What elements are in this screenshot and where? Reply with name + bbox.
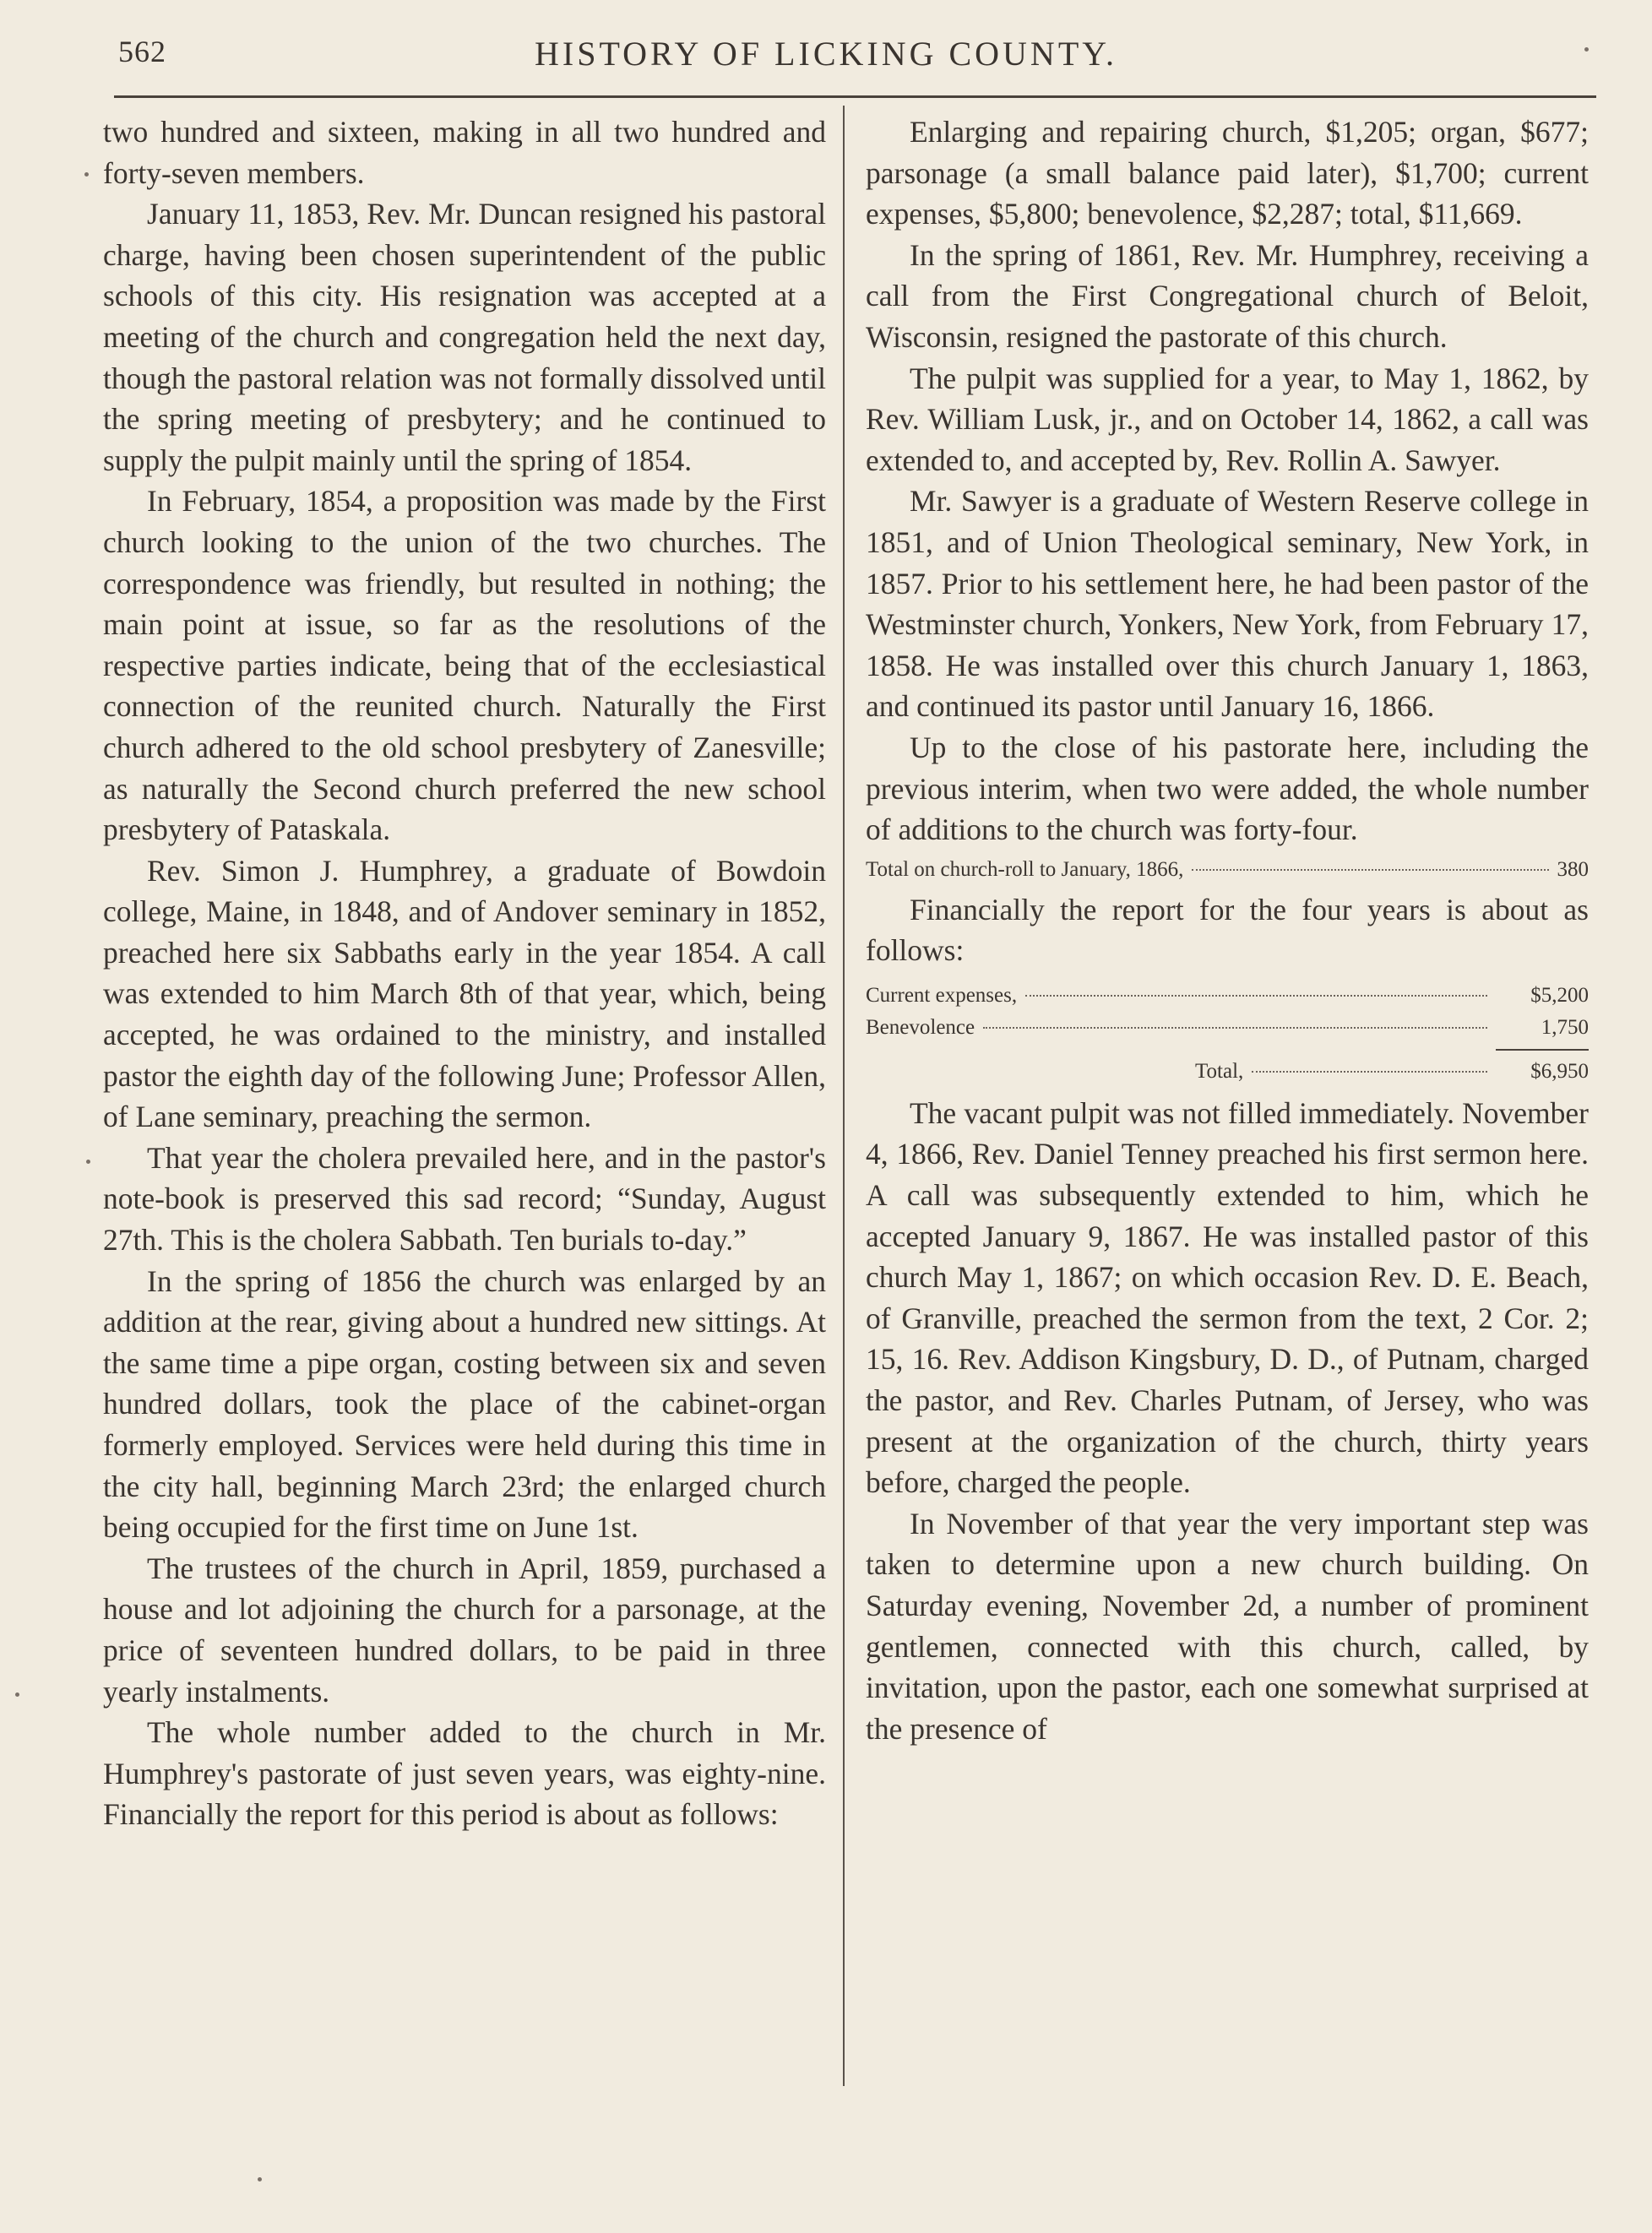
paragraph: That year the cholera prevailed here, and in the pastor's note-book is preserved this sad record; “Sunday, August 27th. This is the cholera Sabbath. Ten burials to-day.” bbox=[103, 1140, 826, 1258]
leader-dots bbox=[1252, 1071, 1487, 1073]
paragraph: The pulpit was supplied for a year, to May 1, 1862, by Rev. William Lusk, jr., and on October 14, 1862, a call was extended to, and accepted by, Rev. Rollin A. Sawyer. bbox=[866, 361, 1589, 477]
running-title: HISTORY OF LICKING COUNTY. bbox=[535, 35, 1117, 73]
church-roll-total bbox=[866, 854, 1589, 886]
paper-speck bbox=[84, 172, 89, 177]
header-rule bbox=[114, 95, 1596, 98]
financial-total-value: $6,950 bbox=[1530, 1059, 1589, 1083]
financial-row bbox=[866, 1012, 1589, 1044]
paragraph: two hundred and sixteen, making in all two hundred and forty-seven members. bbox=[103, 115, 826, 190]
financial-row-value: $5,200 bbox=[1530, 983, 1589, 1007]
paragraph: The whole number added to the church in Mr. Humphrey's pastorate of just seven years, was eighty-nine. Financially the report for this period is about as follows: bbox=[103, 1715, 826, 1832]
paragraph: In February, 1854, a proposition was made by the First church looking to the union of the two churches. The correspondence was friendly, but resulted in nothing; the main point at issue, so far as the resolutions of the respective parties indicate, being that of the ecclesiastical connection of the reunited church. Naturally the First church adhered to the old school presbytery of Zanesville; as naturally the Second church preferred the new school presbytery of Pataskala. bbox=[103, 484, 826, 847]
paragraph: In November of that year the very important step was taken to determine upon a new church building. On Saturday evening, November 2d, a number of prominent gentlemen, connected with this church, called, by invitation, upon the pastor, each one somewhat surprised at the presence of bbox=[866, 1506, 1589, 1746]
paper-speck bbox=[15, 1692, 19, 1697]
sum-rule bbox=[1496, 1049, 1589, 1051]
paragraph: The vacant pulpit was not filled immediately. November 4, 1866, Rev. Daniel Tenney preached his first sermon here. A call was subsequently extended to him, which he accepted January 9, 1867. He was installed pastor of this church May 1, 1867; on which occasion Rev. D. E. Beach, of Granville, preached the sermon from the text, 2 Cor. 2; 15, 16. Rev. Addison Kingsbury, D. D., of Putnam, charged the pastor, and Rev. Charles Putnam, of Jersey, who was present at the organization of the church, thirty years before, charged the people. bbox=[866, 1095, 1589, 1500]
financial-row bbox=[866, 980, 1589, 1012]
right-column bbox=[866, 111, 1589, 1749]
page-header bbox=[0, 34, 1652, 84]
leader-dots bbox=[1025, 995, 1487, 997]
paragraph: Up to the close of his pastorate here, including the previous interim, when two were added, the whole number of additions to the church was forty-four. bbox=[866, 730, 1589, 847]
paragraph: Rev. Simon J. Humphrey, a graduate of Bowdoin college, Maine, in 1848, and of Andover seminary in 1852, preached here six Sabbaths early in the year 1854. A call was extended to him March 8th of that year, which, being accepted, he was ordained to the ministry, and installed pastor the eighth day of the following June; Professor Allen, of Lane seminary, preaching the sermon. bbox=[103, 853, 826, 1134]
church-roll-label: Total on church-roll to January, 1866, bbox=[866, 857, 1184, 881]
page-number: 562 bbox=[118, 35, 166, 68]
financial-total-label: Total, bbox=[1195, 1059, 1244, 1083]
financial-row-value: 1,750 bbox=[1541, 1015, 1589, 1039]
paper-speck bbox=[1584, 47, 1589, 52]
paragraph: Enlarging and repairing church, $1,205; organ, $677; parsonage (a small balance paid later), $1,700; current expenses, $5,800; benevolence, $2,287; total, $11,669. bbox=[866, 115, 1589, 231]
financial-table bbox=[866, 980, 1589, 1088]
leader-dots bbox=[1192, 869, 1548, 871]
column-divider bbox=[843, 106, 845, 2086]
paragraph: Mr. Sawyer is a graduate of Western Reserve college in 1851, and of Union Theological seminary, New York, in 1857. Prior to his settlement here, he had been pastor of the Westminster church, Yonkers, New York, from February 17, 1858. He was installed over this church January 1, 1863, and continued its pastor until January 16, 1866. bbox=[866, 484, 1589, 724]
church-roll-value: 380 bbox=[1557, 857, 1589, 881]
paragraph: January 11, 1853, Rev. Mr. Duncan resigned his pastoral charge, having been chosen superintendent of the public schools of this city. His resignation was accepted at a meeting of the church and congregation held the next day, though the pastoral relation was not formally dissolved until the spring meeting of presbytery; and he continued to supply the pulpit mainly until the spring of 1854. bbox=[103, 197, 826, 477]
leader-dots bbox=[983, 1027, 1487, 1029]
financial-total-row bbox=[866, 1056, 1589, 1088]
paper-speck bbox=[86, 1160, 90, 1164]
paragraph: Financially the report for the four years is about as follows: bbox=[866, 892, 1589, 968]
left-column bbox=[103, 111, 826, 1835]
paragraph: In the spring of 1856 the church was enlarged by an addition at the rear, giving about a hundred new sittings. At the same time a pipe organ, costing between six and seven hundred dollars, took the place of the cabinet-organ formerly employed. Services were held during this time in the city hall, beginning March 23rd; the enlarged church being occupied for the first time on June 1st. bbox=[103, 1263, 826, 1545]
financial-row-label: Benevolence bbox=[866, 1015, 975, 1039]
paragraph: The trustees of the church in April, 1859, purchased a house and lot adjoining the church for a parsonage, at the price of seventeen hundred dollars, to be paid in three yearly instalments. bbox=[103, 1551, 826, 1709]
paper-speck bbox=[258, 2177, 262, 2181]
paragraph: In the spring of 1861, Rev. Mr. Humphrey, receiving a call from the First Congregational church of Beloit, Wisconsin, resigned the pastorate of this church. bbox=[866, 237, 1589, 354]
financial-row-label: Current expenses, bbox=[866, 983, 1018, 1007]
